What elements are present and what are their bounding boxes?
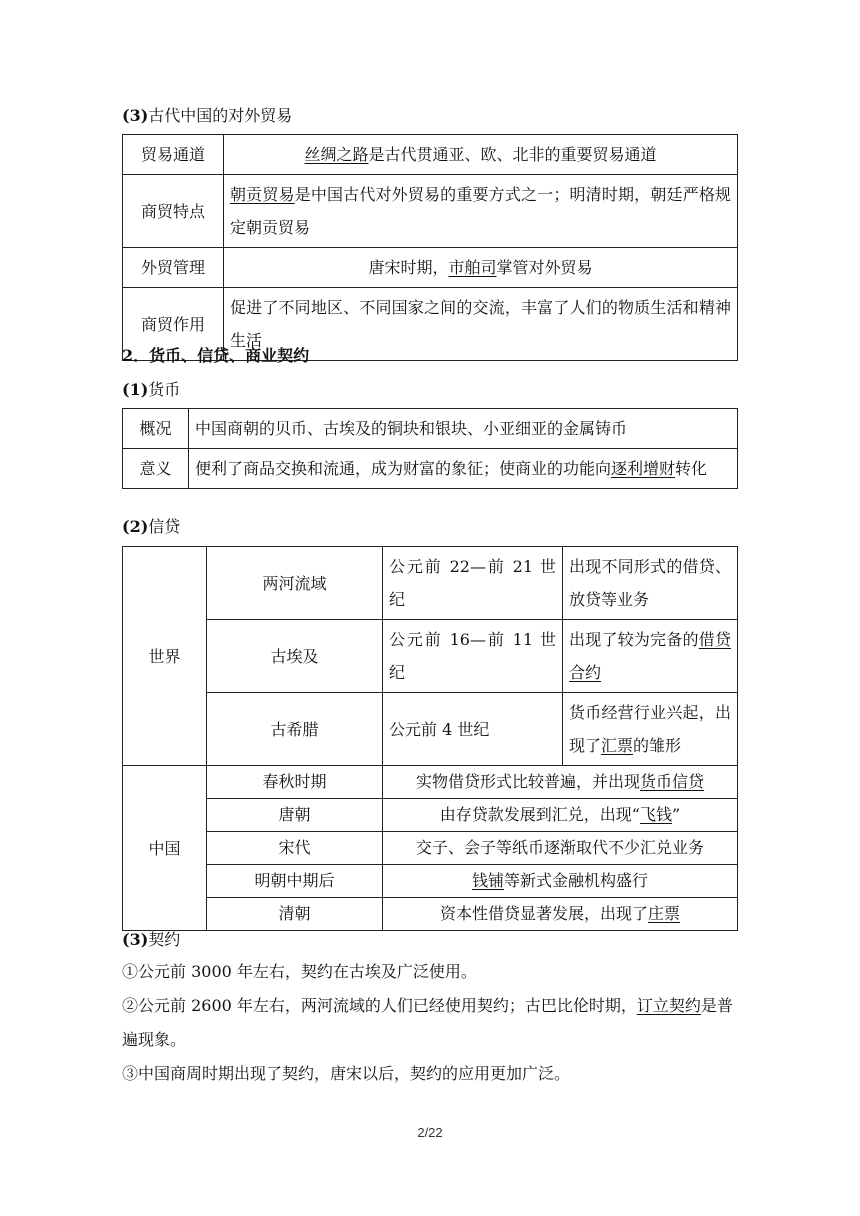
event-cell: 货币经营行业兴起，出现了汇票的雏形	[563, 693, 738, 766]
group-label-china: 中国	[123, 766, 207, 931]
region-cell: 古希腊	[207, 693, 383, 766]
contract-item: ②公元前 2600 年左右，两河流域的人们已经使用契约；古巴比伦时期，订立契约是普遍现象。	[122, 996, 733, 1049]
table-row	[123, 693, 738, 766]
table-row	[123, 865, 738, 898]
credit-table	[122, 546, 738, 931]
table-row	[123, 175, 738, 248]
table-row	[123, 799, 738, 832]
currency-table	[122, 408, 738, 489]
event-cell: 由存贷款发展到汇兑，出现“飞钱”	[383, 799, 738, 832]
period-cell: 唐朝	[207, 799, 383, 832]
period-cell: 宋代	[207, 832, 383, 865]
subsection-title-credit: (2)信贷	[122, 517, 181, 536]
subsection-title-currency: (1)货币	[122, 380, 181, 399]
region-cell: 两河流域	[207, 547, 383, 620]
period-cell: 明朝中期后	[207, 865, 383, 898]
section-title-foreign-trade: (3)古代中国的对外贸易	[122, 106, 293, 125]
row-content: 便利了商品交换和流通，成为财富的象征；使商业的功能向逐利增财转化	[189, 449, 738, 489]
row-label: 外贸管理	[123, 248, 224, 288]
time-cell: 公元前 4 世纪	[383, 693, 563, 766]
table-row	[123, 620, 738, 693]
event-cell: 钱铺等新式金融机构盛行	[383, 865, 738, 898]
table-row	[123, 547, 738, 620]
foreign-trade-table	[122, 134, 738, 361]
event-cell: 实物借贷形式比较普遍，并出现货币信贷	[383, 766, 738, 799]
event-cell: 资本性借贷显著发展，出现了庄票	[383, 898, 738, 931]
period-cell: 春秋时期	[207, 766, 383, 799]
row-label: 意义	[123, 449, 189, 489]
section-title-currency-credit: 2．货币、信贷、商业契约	[122, 346, 310, 365]
row-content: 中国商朝的贝币、古埃及的铜块和银块、小亚细亚的金属铸币	[189, 409, 738, 449]
region-cell: 古埃及	[207, 620, 383, 693]
table-row	[123, 898, 738, 931]
event-cell: 出现了较为完备的借贷合约	[563, 620, 738, 693]
table-row	[123, 409, 738, 449]
row-label: 商贸作用	[123, 288, 224, 361]
row-label: 贸易通道	[123, 135, 224, 175]
table-row	[123, 832, 738, 865]
row-content: 唐宋时期，市舶司掌管对外贸易	[224, 248, 738, 288]
time-cell: 公元前 16—前 11 世纪	[383, 620, 563, 693]
contract-item: ③中国商周时期出现了契约，唐宋以后，契约的应用更加广泛。	[122, 1064, 571, 1083]
contract-item: ①公元前 3000 年左右，契约在古埃及广泛使用。	[122, 962, 477, 981]
row-content: 丝绸之路是古代贯通亚、欧、北非的重要贸易通道	[224, 135, 738, 175]
group-label-world: 世界	[123, 547, 207, 766]
row-content: 朝贡贸易是中国古代对外贸易的重要方式之一；明清时期，朝廷严格规定朝贡贸易	[224, 175, 738, 248]
page-number: 2/22	[417, 1125, 443, 1140]
table-row	[123, 449, 738, 489]
time-cell: 公元前 22—前 21 世纪	[383, 547, 563, 620]
table-row	[123, 766, 738, 799]
row-content: 促进了不同地区、不同国家之间的交流，丰富了人们的物质生活和精神生活	[224, 288, 738, 361]
event-cell: 出现不同形式的借贷、放贷等业务	[563, 547, 738, 620]
row-label: 概况	[123, 409, 189, 449]
event-cell: 交子、会子等纸币逐渐取代不少汇兑业务	[383, 832, 738, 865]
table-row	[123, 135, 738, 175]
row-label: 商贸特点	[123, 175, 224, 248]
subsection-title-contracts: (3)契约	[122, 930, 181, 949]
period-cell: 清朝	[207, 898, 383, 931]
table-row	[123, 248, 738, 288]
